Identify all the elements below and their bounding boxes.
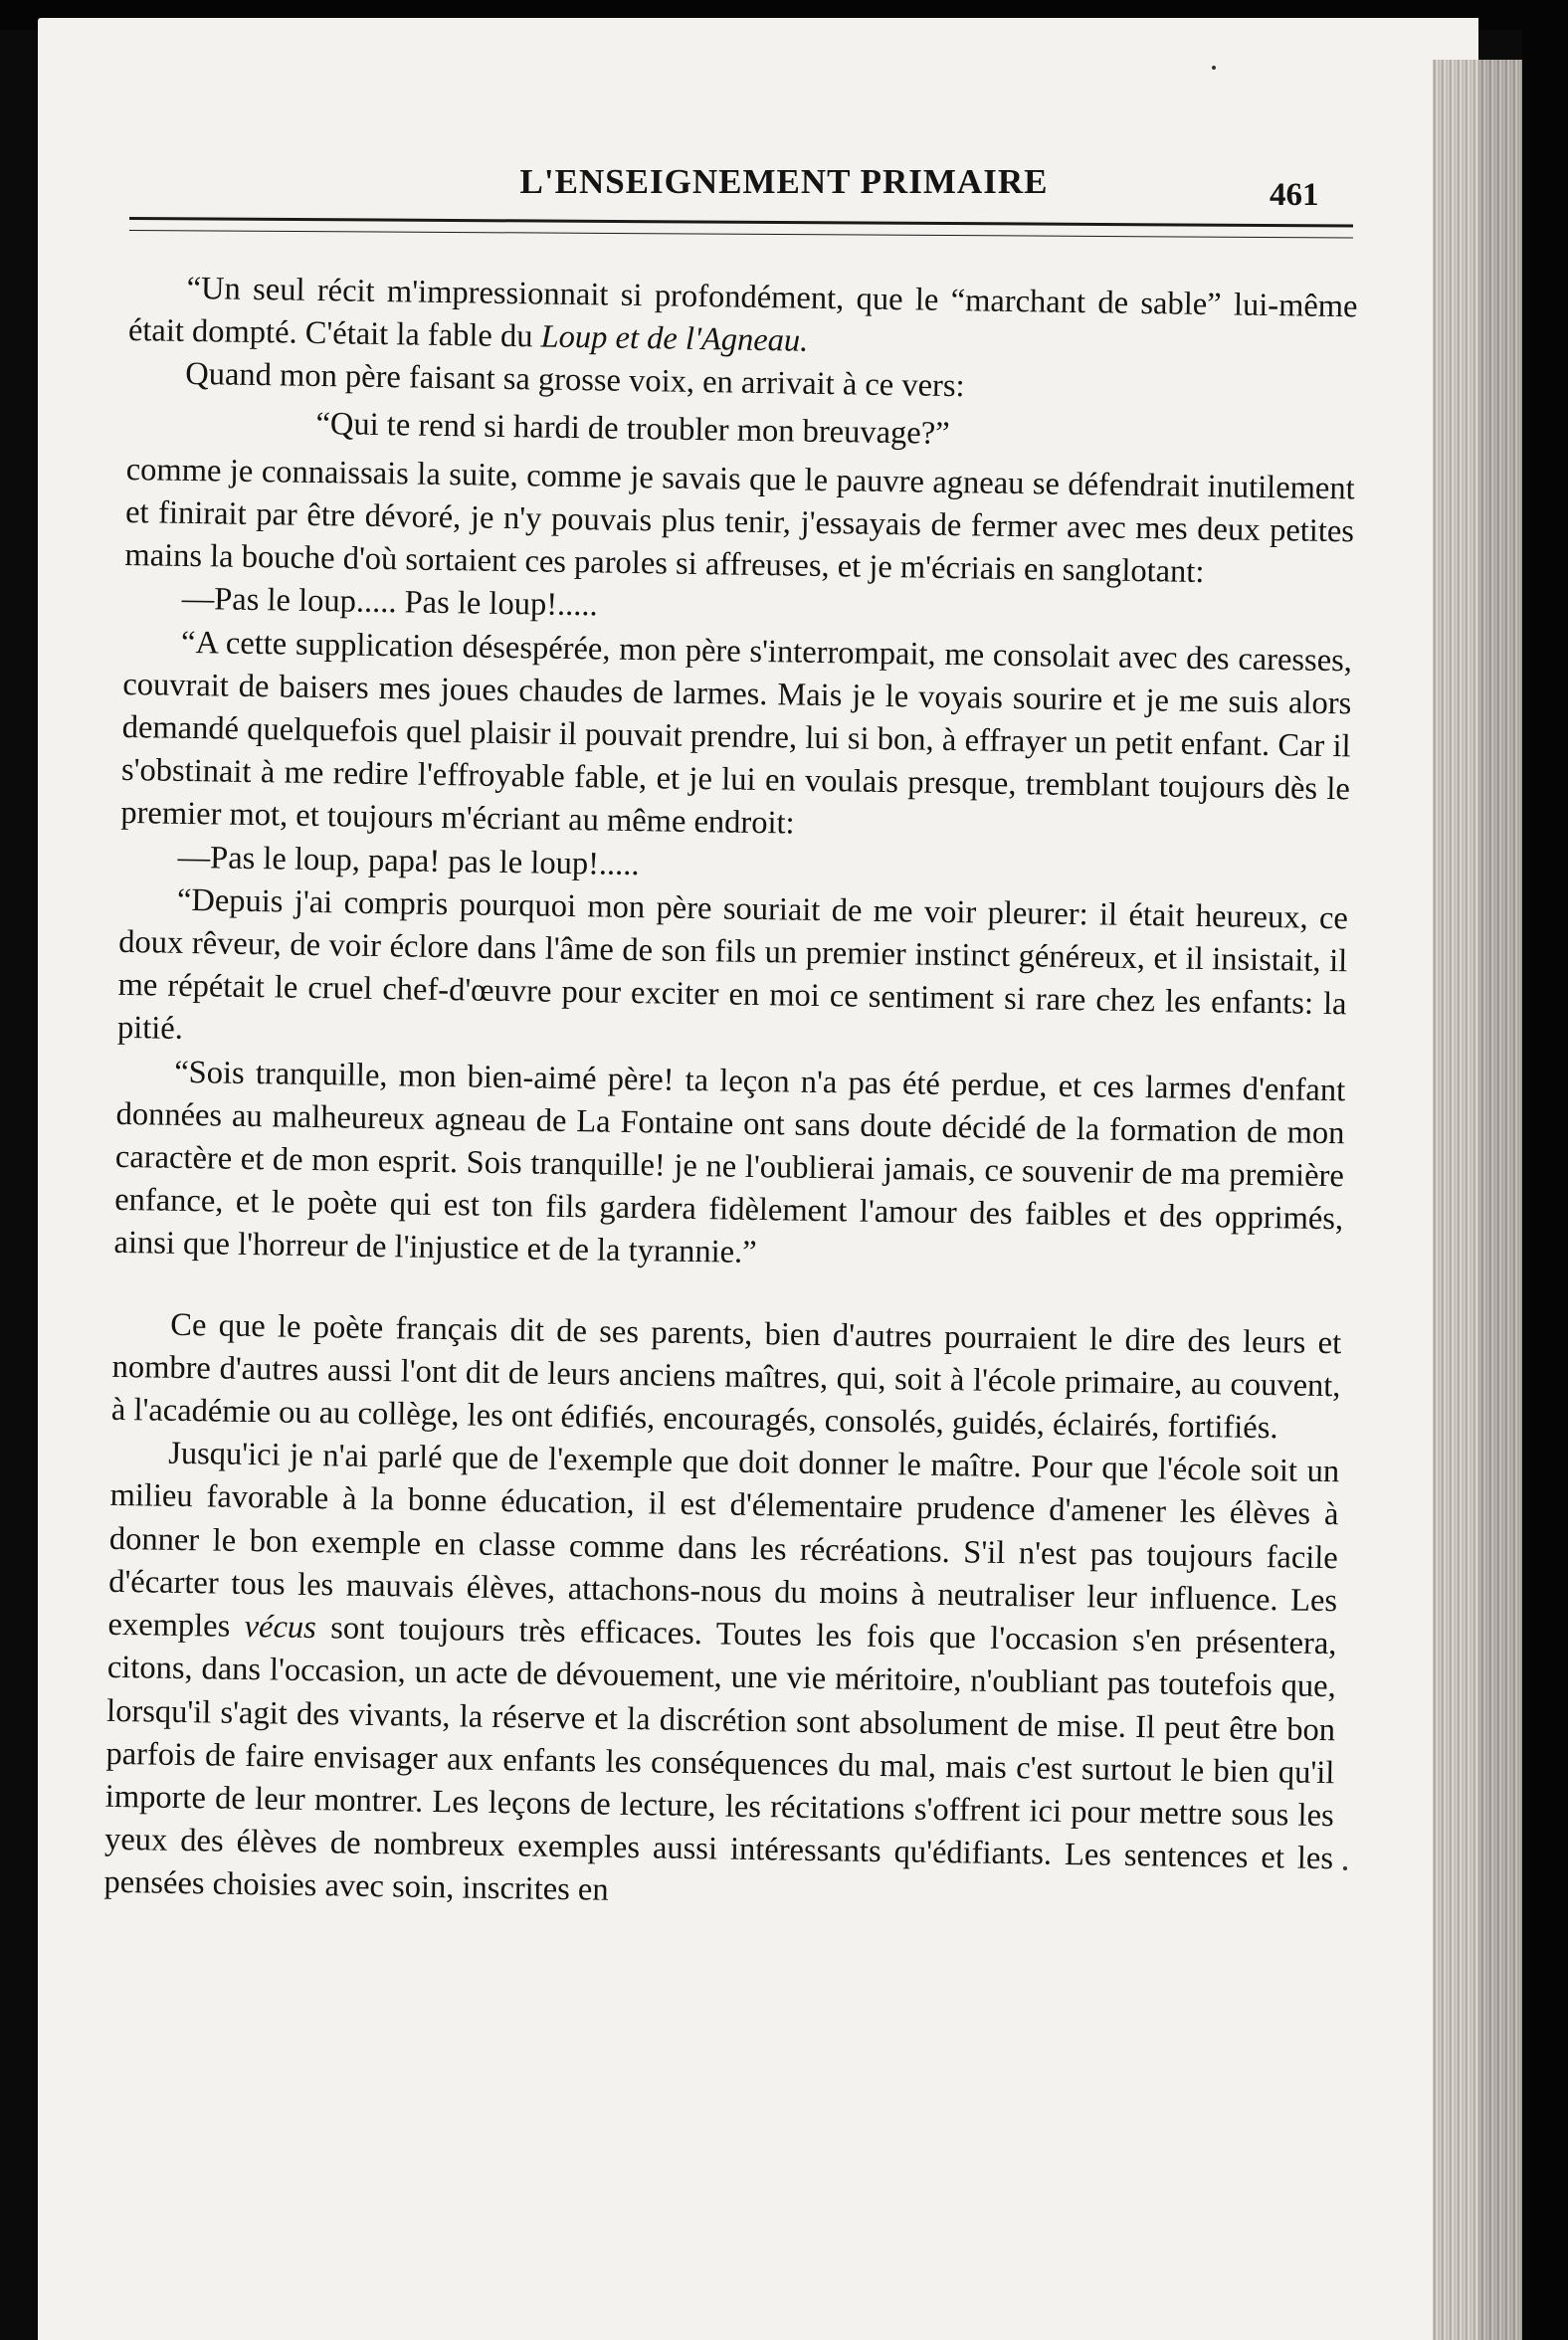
- page-number: 461: [1270, 177, 1319, 213]
- page-header: [38, 147, 1478, 213]
- header-double-rule: [129, 217, 1353, 239]
- paragraph: [103, 1432, 1339, 1924]
- scan-speck: [1212, 66, 1216, 70]
- paragraph: Ce que le poète français dit de ses parents, bien d'autres pourraient le dire des leurs et nombre d'autres aussi l'ont dit de leurs anciens maîtres, qui, soit à l'école primaire, au couvent, à l'académie ou au collège, les ont édifiés, encouragés, consolés, guidés, éclairés, fortifiés.: [110, 1306, 1342, 1447]
- book-gutter-edge: [1433, 60, 1522, 2340]
- paragraph: “A cette supplication désespérée, mon père s'interrompait, me consolait avec des caresses, couvrait de baisers mes joues chaudes de larmes. Mais je le voyais sourire et je me suis alors demandé quelquefois quel plaisir il pouvait prendre, lui si bon, à effrayer un petit enfant. Car il s'obstinait à me redire l'effroyable fable, et je lui en voulais presque, tremblant toujours dès le premier mot, et toujours m'écriant au même endroit:: [120, 624, 1353, 843]
- body-text: [103, 267, 1358, 1924]
- paragraph-text: “Un seul récit m'impressionnait si profondément, que le “marchant de sable” lui-même était dompté. C'était la fable du: [127, 270, 1358, 355]
- paragraph: —Pas le loup, papa! pas le loup!.....: [177, 839, 640, 882]
- paragraph: comme je connaissais la suite, comme je savais que le pauvre agneau se défendrait inutilement et finirait par être dévoré, je n'y pouvais plus tenir, j'essayais de fermer avec mes deux petites mains la bouche d'où sortaient ces paroles si affreuses, et je m'écriais en sanglotant:: [124, 451, 1355, 591]
- book-page: [38, 18, 1478, 2340]
- paragraph: —Pas le loup..... Pas le loup!.....: [181, 581, 598, 624]
- scan-right-border: [1522, 0, 1568, 2340]
- quoted-verse: “Qui te rend si hardi de troubler mon breuvage?”: [315, 405, 950, 452]
- emphasized-word: vécus: [244, 1609, 317, 1647]
- paragraph: Quand mon père faisant sa grosse voix, en arrivait à ce vers:: [185, 356, 965, 405]
- paragraph-text: Jusqu'ici je n'ai parlé que de l'exemple que doit donner le maître. Pour que l'école soit un milieu favorable à la bonne éducation, il est d'élementaire prudence d'amener les élèves à donner le bon exemple en classe comme dans les récréations. S'il n'est pas toujours facile d'écarter tous les mauvais élèves, attachons-nous du moins à neutraliser leur influence. Les exemples: [107, 1436, 1340, 1646]
- scan-speck: [1343, 1866, 1347, 1870]
- fable-title: Loup et de l'Agneau.: [540, 318, 809, 359]
- paragraph: “Sois tranquille, mon bien-aimé père! ta leçon n'a pas été perdue, et ces larmes d'enfant données au malheureux agneau de La Fontaine ont sans doute décidé de la formation de mon caractère et de mon esprit. Sois tranquille! je ne l'oublierai jamais, ce souvenir de ma première enfance, et le poète qui est ton fils gardera fidèlement l'amour des faibles et des opprimés, ainsi que l'horreur de l'injustice et de la tyrannie.”: [113, 1054, 1346, 1271]
- paragraph-text: sont toujours très efficaces. Toutes les fois que l'occasion s'en présentera, citons, dans l'occasion, un acte de dévouement, une vie méritoire, n'oubliant pas toutefois que, lorsqu'il s'agit des vivants, la réserve et la discrétion sont absolument de mise. Il peut être bon parfois de faire envisager aux enfants les conséquences du mal, mais c'est surtout le bien qu'il importe de leur montrer. Les leçons de lecture, les récitations s'offrent ici pour mettre sous les yeux des élèves de nombreux exemples aussi intéressants qu'édifiants. Les sentences et les pensées choisies avec soin, inscrites en: [103, 1610, 1337, 1909]
- running-title: L'ENSEIGNEMENT PRIMAIRE: [519, 162, 1049, 201]
- paragraph: “Depuis j'ai compris pourquoi mon père souriait de me voir pleurer: il était heureux, ce doux rêveur, de voir éclore dans l'âme de son fils un premier instinct généreux, et il insistait, il me répétait le cruel chef-d'œuvre pour exciter en moi ce sentiment si rare chez les enfants: la pitié.: [116, 881, 1349, 1048]
